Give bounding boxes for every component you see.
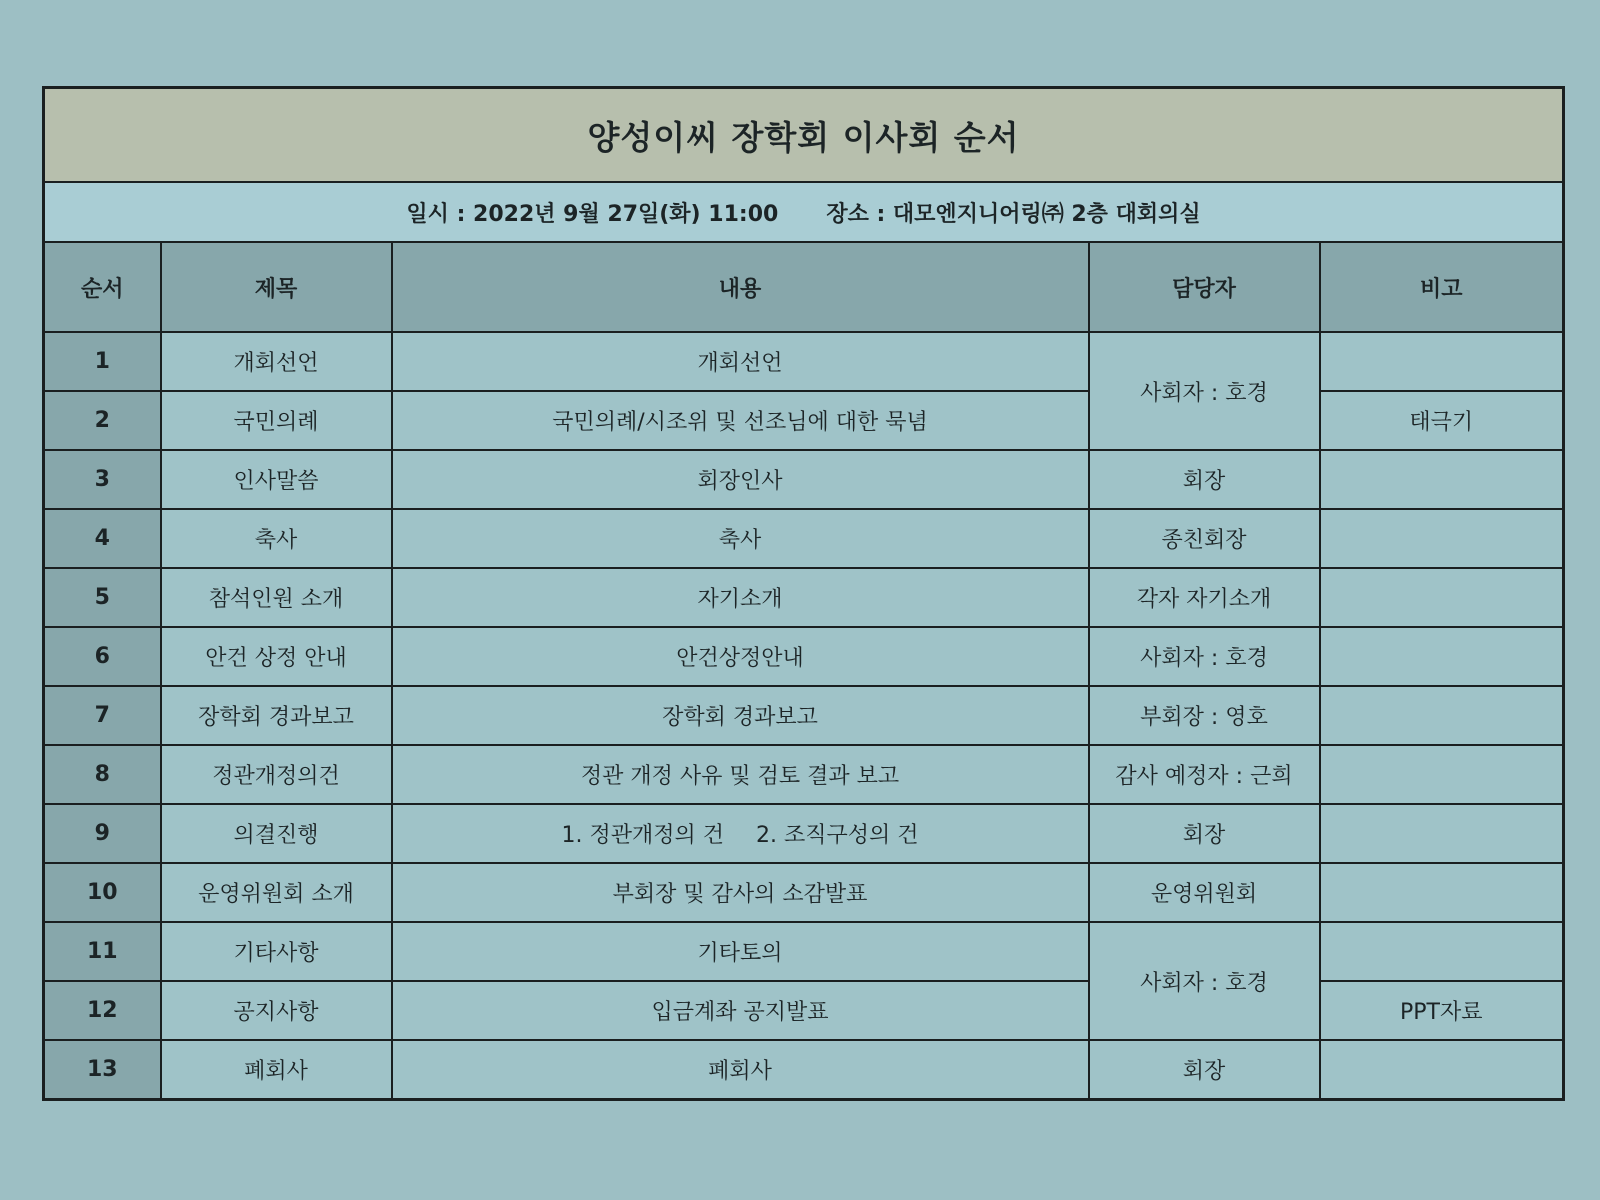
row-content-item: 1. 정관개정의 건	[561, 823, 724, 848]
row-number: 13	[44, 1040, 161, 1100]
row-owner: 회장	[1089, 1040, 1320, 1100]
row-content: 입금계좌 공지발표	[392, 981, 1089, 1040]
table-row	[44, 391, 1564, 450]
row-title: 의결진행	[161, 804, 392, 863]
row-content	[392, 804, 1089, 863]
row-note	[1320, 686, 1564, 745]
row-content: 국민의례/시조위 및 선조님에 대한 묵념	[392, 391, 1089, 450]
document-title: 양성이씨 장학회 이사회 순서	[44, 88, 1564, 183]
header-content: 내용	[392, 242, 1089, 332]
info-row	[44, 182, 1564, 242]
agenda-sheet	[42, 86, 1562, 1101]
row-note	[1320, 332, 1564, 391]
table-row	[44, 863, 1564, 922]
table-row	[44, 804, 1564, 863]
table-row	[44, 745, 1564, 804]
header-order: 순서	[44, 242, 161, 332]
row-owner: 운영위원회	[1089, 863, 1320, 922]
row-title: 장학회 경과보고	[161, 686, 392, 745]
row-number: 3	[44, 450, 161, 509]
header-title: 제목	[161, 242, 392, 332]
row-content: 정관 개정 사유 및 검토 결과 보고	[392, 745, 1089, 804]
meeting-datetime: 일시 : 2022년 9월 27일(화) 11:00	[406, 201, 779, 227]
row-note: 태극기	[1320, 391, 1564, 450]
row-content: 회장인사	[392, 450, 1089, 509]
row-note: PPT자료	[1320, 981, 1564, 1040]
table-row	[44, 627, 1564, 686]
row-number: 5	[44, 568, 161, 627]
table-row	[44, 1040, 1564, 1100]
row-note	[1320, 568, 1564, 627]
row-title: 안건 상정 안내	[161, 627, 392, 686]
row-number: 1	[44, 332, 161, 391]
row-title: 공지사항	[161, 981, 392, 1040]
table-row	[44, 686, 1564, 745]
row-content: 안건상정안내	[392, 627, 1089, 686]
meeting-info	[44, 182, 1564, 242]
row-owner: 각자 자기소개	[1089, 568, 1320, 627]
row-content: 장학회 경과보고	[392, 686, 1089, 745]
row-title: 축사	[161, 509, 392, 568]
row-note	[1320, 922, 1564, 981]
row-content: 기타토의	[392, 922, 1089, 981]
row-content-item: 2. 조직구성의 건	[756, 823, 919, 848]
row-owner: 부회장 : 영호	[1089, 686, 1320, 745]
row-number: 10	[44, 863, 161, 922]
row-note	[1320, 863, 1564, 922]
row-number: 12	[44, 981, 161, 1040]
row-owner: 감사 예정자 : 근희	[1089, 745, 1320, 804]
row-title: 운영위원회 소개	[161, 863, 392, 922]
row-number: 11	[44, 922, 161, 981]
row-content: 자기소개	[392, 568, 1089, 627]
row-owner: 사회자 : 호경	[1089, 627, 1320, 686]
row-title: 국민의례	[161, 391, 392, 450]
row-owner: 종친회장	[1089, 509, 1320, 568]
row-content: 폐회사	[392, 1040, 1089, 1100]
row-title: 기타사항	[161, 922, 392, 981]
table-row	[44, 450, 1564, 509]
row-note	[1320, 450, 1564, 509]
table-row	[44, 509, 1564, 568]
meeting-location: 장소 : 대모엔지니어링㈜ 2층 대회의실	[826, 201, 1201, 227]
row-owner: 회장	[1089, 804, 1320, 863]
header-owner: 담당자	[1089, 242, 1320, 332]
row-number: 6	[44, 627, 161, 686]
row-content: 개회선언	[392, 332, 1089, 391]
row-title: 인사말씀	[161, 450, 392, 509]
row-owner: 사회자 : 호경	[1089, 332, 1320, 450]
row-owner: 사회자 : 호경	[1089, 922, 1320, 1040]
header-note: 비고	[1320, 242, 1564, 332]
title-row	[44, 88, 1564, 183]
row-title: 참석인원 소개	[161, 568, 392, 627]
row-title: 폐회사	[161, 1040, 392, 1100]
row-number: 8	[44, 745, 161, 804]
row-number: 4	[44, 509, 161, 568]
row-content: 축사	[392, 509, 1089, 568]
row-note	[1320, 509, 1564, 568]
row-number: 2	[44, 391, 161, 450]
row-title: 정관개정의건	[161, 745, 392, 804]
table-row	[44, 981, 1564, 1040]
table-row	[44, 922, 1564, 981]
row-note	[1320, 1040, 1564, 1100]
table-row	[44, 568, 1564, 627]
row-note	[1320, 627, 1564, 686]
agenda-table	[42, 86, 1565, 1101]
header-row	[44, 242, 1564, 332]
row-number: 9	[44, 804, 161, 863]
row-number: 7	[44, 686, 161, 745]
row-note	[1320, 804, 1564, 863]
table-row	[44, 332, 1564, 391]
row-content: 부회장 및 감사의 소감발표	[392, 863, 1089, 922]
row-owner: 회장	[1089, 450, 1320, 509]
row-title: 개회선언	[161, 332, 392, 391]
row-note	[1320, 745, 1564, 804]
